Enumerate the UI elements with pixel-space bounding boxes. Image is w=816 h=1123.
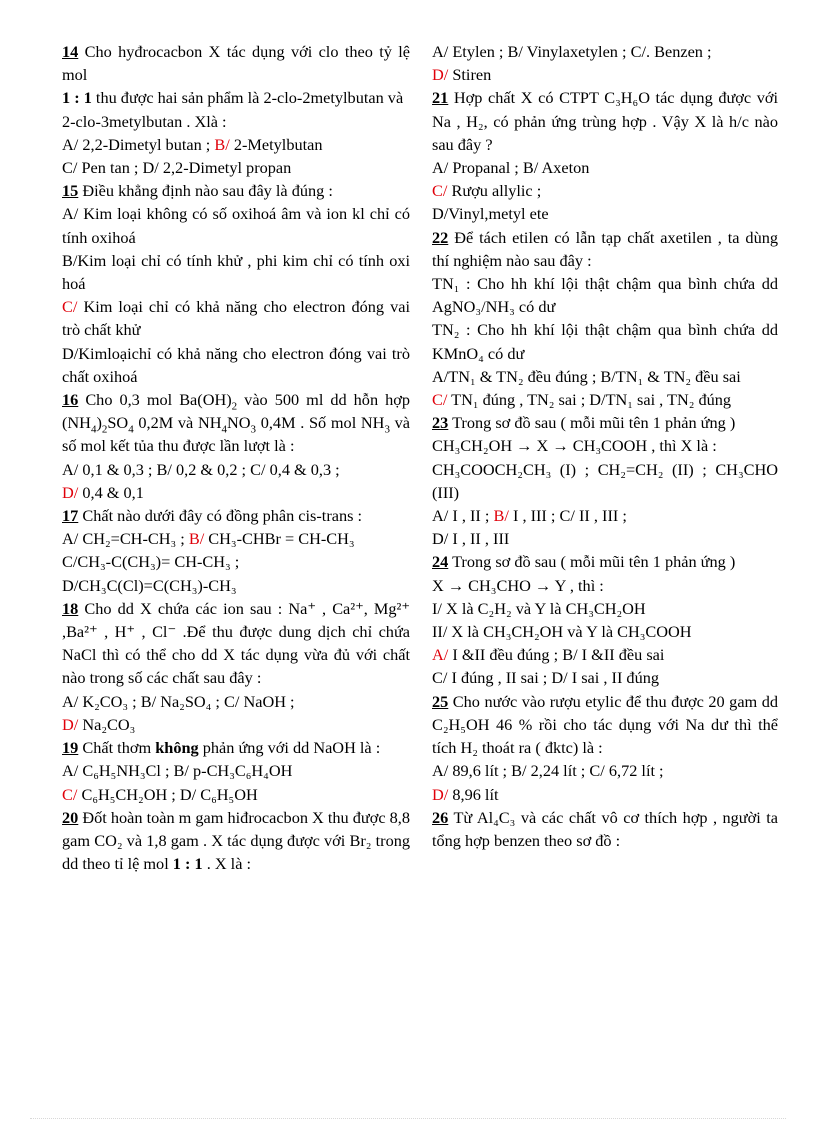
question-25 <box>432 690 778 806</box>
question-text: Trong sơ đồ sau ( mỗi mũi tên 1 phản ứng ) <box>452 413 736 433</box>
option-d: D/CH₃C(Cl)=C(CH₃)-CH₃ <box>62 575 237 595</box>
question-21 <box>432 86 778 225</box>
option-d: 8,96 lít <box>448 784 499 804</box>
option-a-b: A/TN₁ & TN₂ đều đúng ; B/TN₁ & TN₂ đều sai <box>432 366 741 386</box>
right-column <box>432 40 778 852</box>
question-text: 2-clo-3metylbutan . Xlà : <box>62 111 227 131</box>
ratio: 1 : 1 <box>172 854 203 874</box>
question-number: 24 <box>432 552 449 572</box>
question-16 <box>62 388 410 504</box>
question-14 <box>62 40 410 179</box>
option-d: Na₂CO₃ <box>78 714 136 734</box>
question-number: 23 <box>432 413 449 433</box>
answer-letter: C/ <box>432 390 448 410</box>
reaction-scheme: CH₃CH₂OH → X → CH₃COOH , thì X là : <box>432 436 717 456</box>
question-text: Điều khẳng định nào sau đây là đúng : <box>82 181 333 201</box>
question-emphasis: không <box>155 738 199 758</box>
question-text: Hợp chất X có CTPT C₃H₆O tác dụng được với Na , H₂, có phản ứng trùng hợp . Vậy X là h/c nào sau đây ? <box>432 88 779 154</box>
option-a-b-c: A/ K₂CO₃ ; B/ Na₂SO₄ ; C/ NaOH ; <box>62 691 295 711</box>
answer-letter: C/ <box>432 181 448 201</box>
option-a: A/ Kim loại không có số oxihoá âm và ion kl chỉ có tính oxihoá <box>62 204 410 247</box>
left-column <box>62 40 410 875</box>
answer-letter: B/ <box>188 529 205 549</box>
option-a-b: I &II đều đúng ; B/ I &II đều sai <box>448 645 665 665</box>
question-number: 14 <box>62 42 79 61</box>
answer-letter: D/ <box>432 65 449 85</box>
question-text: Chất nào dưới đây có đồng phân cis-trans : <box>82 506 363 526</box>
option-a: A/ I , II ; <box>432 506 490 526</box>
option-d: 0,4 & 0,1 <box>78 482 144 502</box>
option-d: D/Kimloạichỉ có khả năng cho electron đóng vai trò chất oxihoá <box>62 343 410 386</box>
question-text: Chất thơm <box>82 738 152 758</box>
answer-letter: B/ <box>493 506 509 526</box>
question-26 <box>432 806 778 852</box>
answer-letter: D/ <box>432 784 449 804</box>
question-number: 16 <box>62 390 79 410</box>
question-text: Cho hyđrocacbon X tác dụng với clo theo tỷ lệ mol <box>62 42 410 85</box>
option-a-b: A/ Propanal ; B/ Axeton <box>432 158 590 178</box>
question-text: thu được hai sản phẩm là 2-clo-2metylbutan và <box>95 88 404 108</box>
option-d: D/ I , II , III <box>432 529 510 549</box>
compound-list: CH₃COOCH₂CH₃ (I) ; CH₂=CH₂ (II) ; CH₃CHO (III) <box>432 459 778 502</box>
question-text: Đốt hoàn toàn m gam hiđrocacbon X thu được 8,8 gam CO₂ và 1,8 gam . X tác dụng được với Br₂ trong dd theo tỉ lệ mol <box>62 807 410 874</box>
question-number: 22 <box>432 227 449 247</box>
question-number: 21 <box>432 88 449 108</box>
option-c-d: TN₁ đúng , TN₂ sai ; D/TN₁ sai , TN₂ đúng <box>447 390 732 410</box>
page-footer-divider <box>30 1118 786 1119</box>
question-20-start <box>62 806 410 876</box>
option-a: A/ 2,2-Dimetyl butan ; <box>62 134 211 154</box>
answer-letter: C/ <box>62 297 78 317</box>
question-number: 15 <box>62 181 79 201</box>
ratio: 1 : 1 <box>62 88 92 108</box>
option-a: A/ CH₂=CH-CH₃ ; <box>62 529 185 549</box>
option-d: D/Vinyl,metyl ete <box>432 204 549 224</box>
question-number: 20 <box>62 807 79 827</box>
question-number: 26 <box>432 807 449 827</box>
option-a-b: A/ C₆H₅NH₃Cl ; B/ p-CH₃C₆H₄OH <box>62 761 293 781</box>
experiment-2: TN₂ : Cho hh khí lội thật chậm qua bình chứa dd KMnO₄ có dư <box>432 320 778 363</box>
experiment-1: TN₁ : Cho hh khí lội thật chậm qua bình chứa dd AgNO₃/NH₃ có dư <box>432 274 778 317</box>
statement-1: I/ X là C₂H₂ và Y là CH₃CH₂OH <box>432 598 646 618</box>
option-b: B/Kim loại chỉ có tính khử , phi kim chỉ có tính oxi hoá <box>62 250 410 294</box>
question-18 <box>62 597 410 736</box>
option-d: Stiren <box>448 65 492 85</box>
question-24 <box>432 550 778 689</box>
question-15 <box>62 179 410 388</box>
option-c: Kim loại chỉ có khả năng cho electron đóng vai trò chất khử <box>62 297 410 340</box>
question-number: 25 <box>432 691 449 711</box>
answer-letter: D/ <box>62 482 79 502</box>
option-b: CH₃-CHBr = CH-CH₃ <box>204 529 355 549</box>
question-19 <box>62 736 410 806</box>
question-number: 17 <box>62 506 79 526</box>
question-23 <box>432 411 778 550</box>
option-b: 2-Metylbutan <box>233 134 323 154</box>
option-b-c: I , III ; C/ II , III ; <box>508 506 627 526</box>
option-a-b-c: A/ 0,1 & 0,3 ; B/ 0,2 & 0,2 ; C/ 0,4 & 0,3 ; <box>62 459 340 479</box>
question-17 <box>62 504 410 597</box>
question-text: Cho dd X chứa các ion sau : Na⁺ , Ca²⁺, Mg²⁺ ,Ba²⁺ , H⁺ , Cl⁻ .Để thu được dung dịch chỉ chứa NaCl thì có thể cho dd X tác dụng vừa đủ với chất nào trong số các chất sau đây : <box>62 598 410 688</box>
question-text: Cho nước vào rượu etylic để thu được 20 gam dd C₂H₅OH 46 % rồi cho tác dụng với Na dư thì thể tích H₂ thoát ra ( đktc) là : <box>432 691 778 758</box>
answer-letter: A/ <box>432 645 449 665</box>
statement-2: II/ X là CH₃CH₂OH và Y là CH₃COOH <box>432 622 692 642</box>
question-text: phản ứng với dd NaOH là : <box>202 738 381 758</box>
option-c: Rượu allylic ; <box>447 181 542 201</box>
answer-letter: B/ <box>214 134 230 154</box>
question-20-options <box>432 40 778 86</box>
answer-letter: C/ <box>62 784 78 804</box>
option-c-d: C/ I đúng , II sai ; D/ I sai , II đúng <box>432 668 659 688</box>
reaction-scheme: X → CH₃CHO → Y , thì : <box>432 575 604 595</box>
option-a-b-c: A/ 89,6 lít ; B/ 2,24 lít ; C/ 6,72 lít ; <box>432 761 664 781</box>
question-text: . X là : <box>202 854 252 874</box>
option-a-b-c: A/ Etylen ; B/ Vinylaxetylen ; C/. Benzen ; <box>432 42 712 61</box>
question-text: Trong sơ đồ sau ( mỗi mũi tên 1 phản ứng ) <box>452 552 736 572</box>
option-c: C/CH₃-C(CH₃)= CH-CH₃ ; <box>62 552 240 572</box>
answer-letter: D/ <box>62 714 79 734</box>
question-22 <box>432 226 778 412</box>
question-number: 19 <box>62 738 79 758</box>
question-text: Để tách etilen có lẫn tạp chất axetilen , ta dùng thí nghiệm nào sau đây : <box>432 227 778 270</box>
question-text: Cho 0,3 mol $Ba(OH)_2$ vào 500 ml dd hỗn hợp $(NH_4)_2SO_4$ 0,2M và $NH_4NO_3$ 0,4M . Số mol $NH_3$ và số mol kết tủa thu được lần lượt là : <box>62 390 411 456</box>
option-c-d: C/ Pen tan ; D/ 2,2-Dimetyl propan <box>62 158 292 178</box>
question-text: Từ Al₄C₃ và các chất vô cơ thích hợp , người ta tổng hợp benzen theo sơ đồ : <box>432 807 778 850</box>
question-number: 18 <box>62 598 79 618</box>
option-c-d: C₆H₅CH₂OH ; D/ C₆H₅OH <box>77 784 258 804</box>
